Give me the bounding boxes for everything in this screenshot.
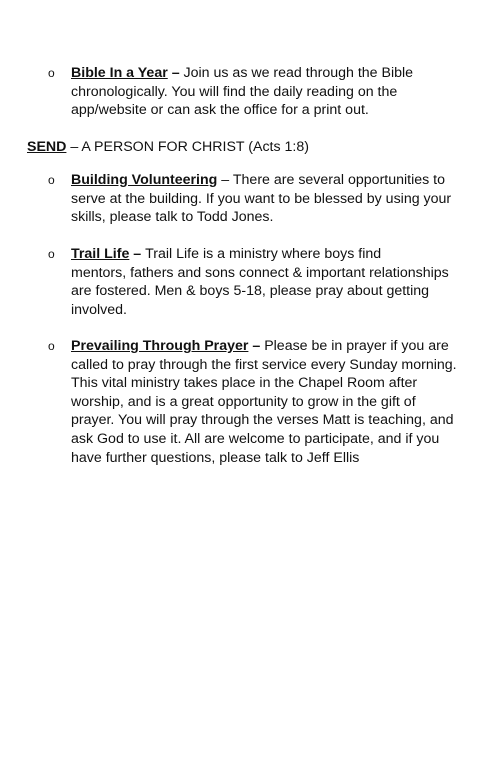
item-text-line: mentors, fathers and sons connect & important relationships bbox=[71, 264, 449, 281]
item-text-line: chronologically. You will find the daily reading on the bbox=[71, 83, 398, 100]
item-text-line: There are several opportunities to bbox=[232, 172, 446, 188]
item-text-line: Please be in prayer if you are bbox=[264, 338, 449, 354]
section-heading-text: – A PERSON FOR CHRIST (Acts 1:8) bbox=[66, 139, 309, 155]
list-item-bible-in-a-year bbox=[71, 64, 471, 120]
list-item-building-volunteering bbox=[71, 171, 471, 227]
list-item-trail-life bbox=[71, 245, 471, 319]
item-text-line: skills, please talk to Todd Jones. bbox=[71, 209, 274, 226]
item-text-line: Join us as we read through the Bible bbox=[183, 65, 414, 81]
item-title: Prevailing Through Prayer bbox=[71, 338, 249, 354]
section-heading bbox=[27, 138, 309, 157]
item-text-line: Trail Life is a ministry where boys find bbox=[145, 246, 382, 262]
section-heading-key: SEND bbox=[27, 139, 67, 155]
item-text-line: prayer. You will pray through the verses Matt is teaching, and bbox=[71, 412, 454, 429]
item-text-line: involved. bbox=[71, 301, 127, 318]
item-text-line: This vital ministry takes place in the Chapel Room after bbox=[71, 375, 418, 392]
item-separator: – bbox=[248, 338, 265, 354]
bullet-marker: o bbox=[48, 173, 55, 187]
item-text-line: serve at the building. If you want to be blessed by using your bbox=[71, 190, 452, 207]
item-title: Trail Life bbox=[71, 246, 130, 262]
bullet-marker: o bbox=[48, 339, 55, 353]
item-text-line: worship, and is a great opportunity to grow in the gift of bbox=[71, 393, 416, 410]
item-separator: – bbox=[217, 172, 233, 188]
item-title: Building Volunteering bbox=[71, 172, 218, 188]
item-text-line: are fostered. Men & boys 5-18, please pray about getting bbox=[71, 283, 430, 300]
bullet-marker: o bbox=[48, 247, 55, 261]
item-separator: – bbox=[167, 65, 184, 81]
item-text-line: called to pray through the first service every Sunday morning. bbox=[71, 356, 457, 373]
item-title: Bible In a Year bbox=[71, 65, 168, 81]
item-text-line: have further questions, please talk to Jeff Ellis bbox=[71, 449, 360, 466]
item-text-line: app/website or can ask the office for a print out. bbox=[71, 102, 369, 119]
bullet-marker: o bbox=[48, 66, 55, 80]
item-separator: – bbox=[129, 246, 146, 262]
item-text-line: ask God to use it. All are welcome to participate, and if you bbox=[71, 430, 440, 447]
list-item-prevailing-through-prayer bbox=[71, 337, 471, 467]
